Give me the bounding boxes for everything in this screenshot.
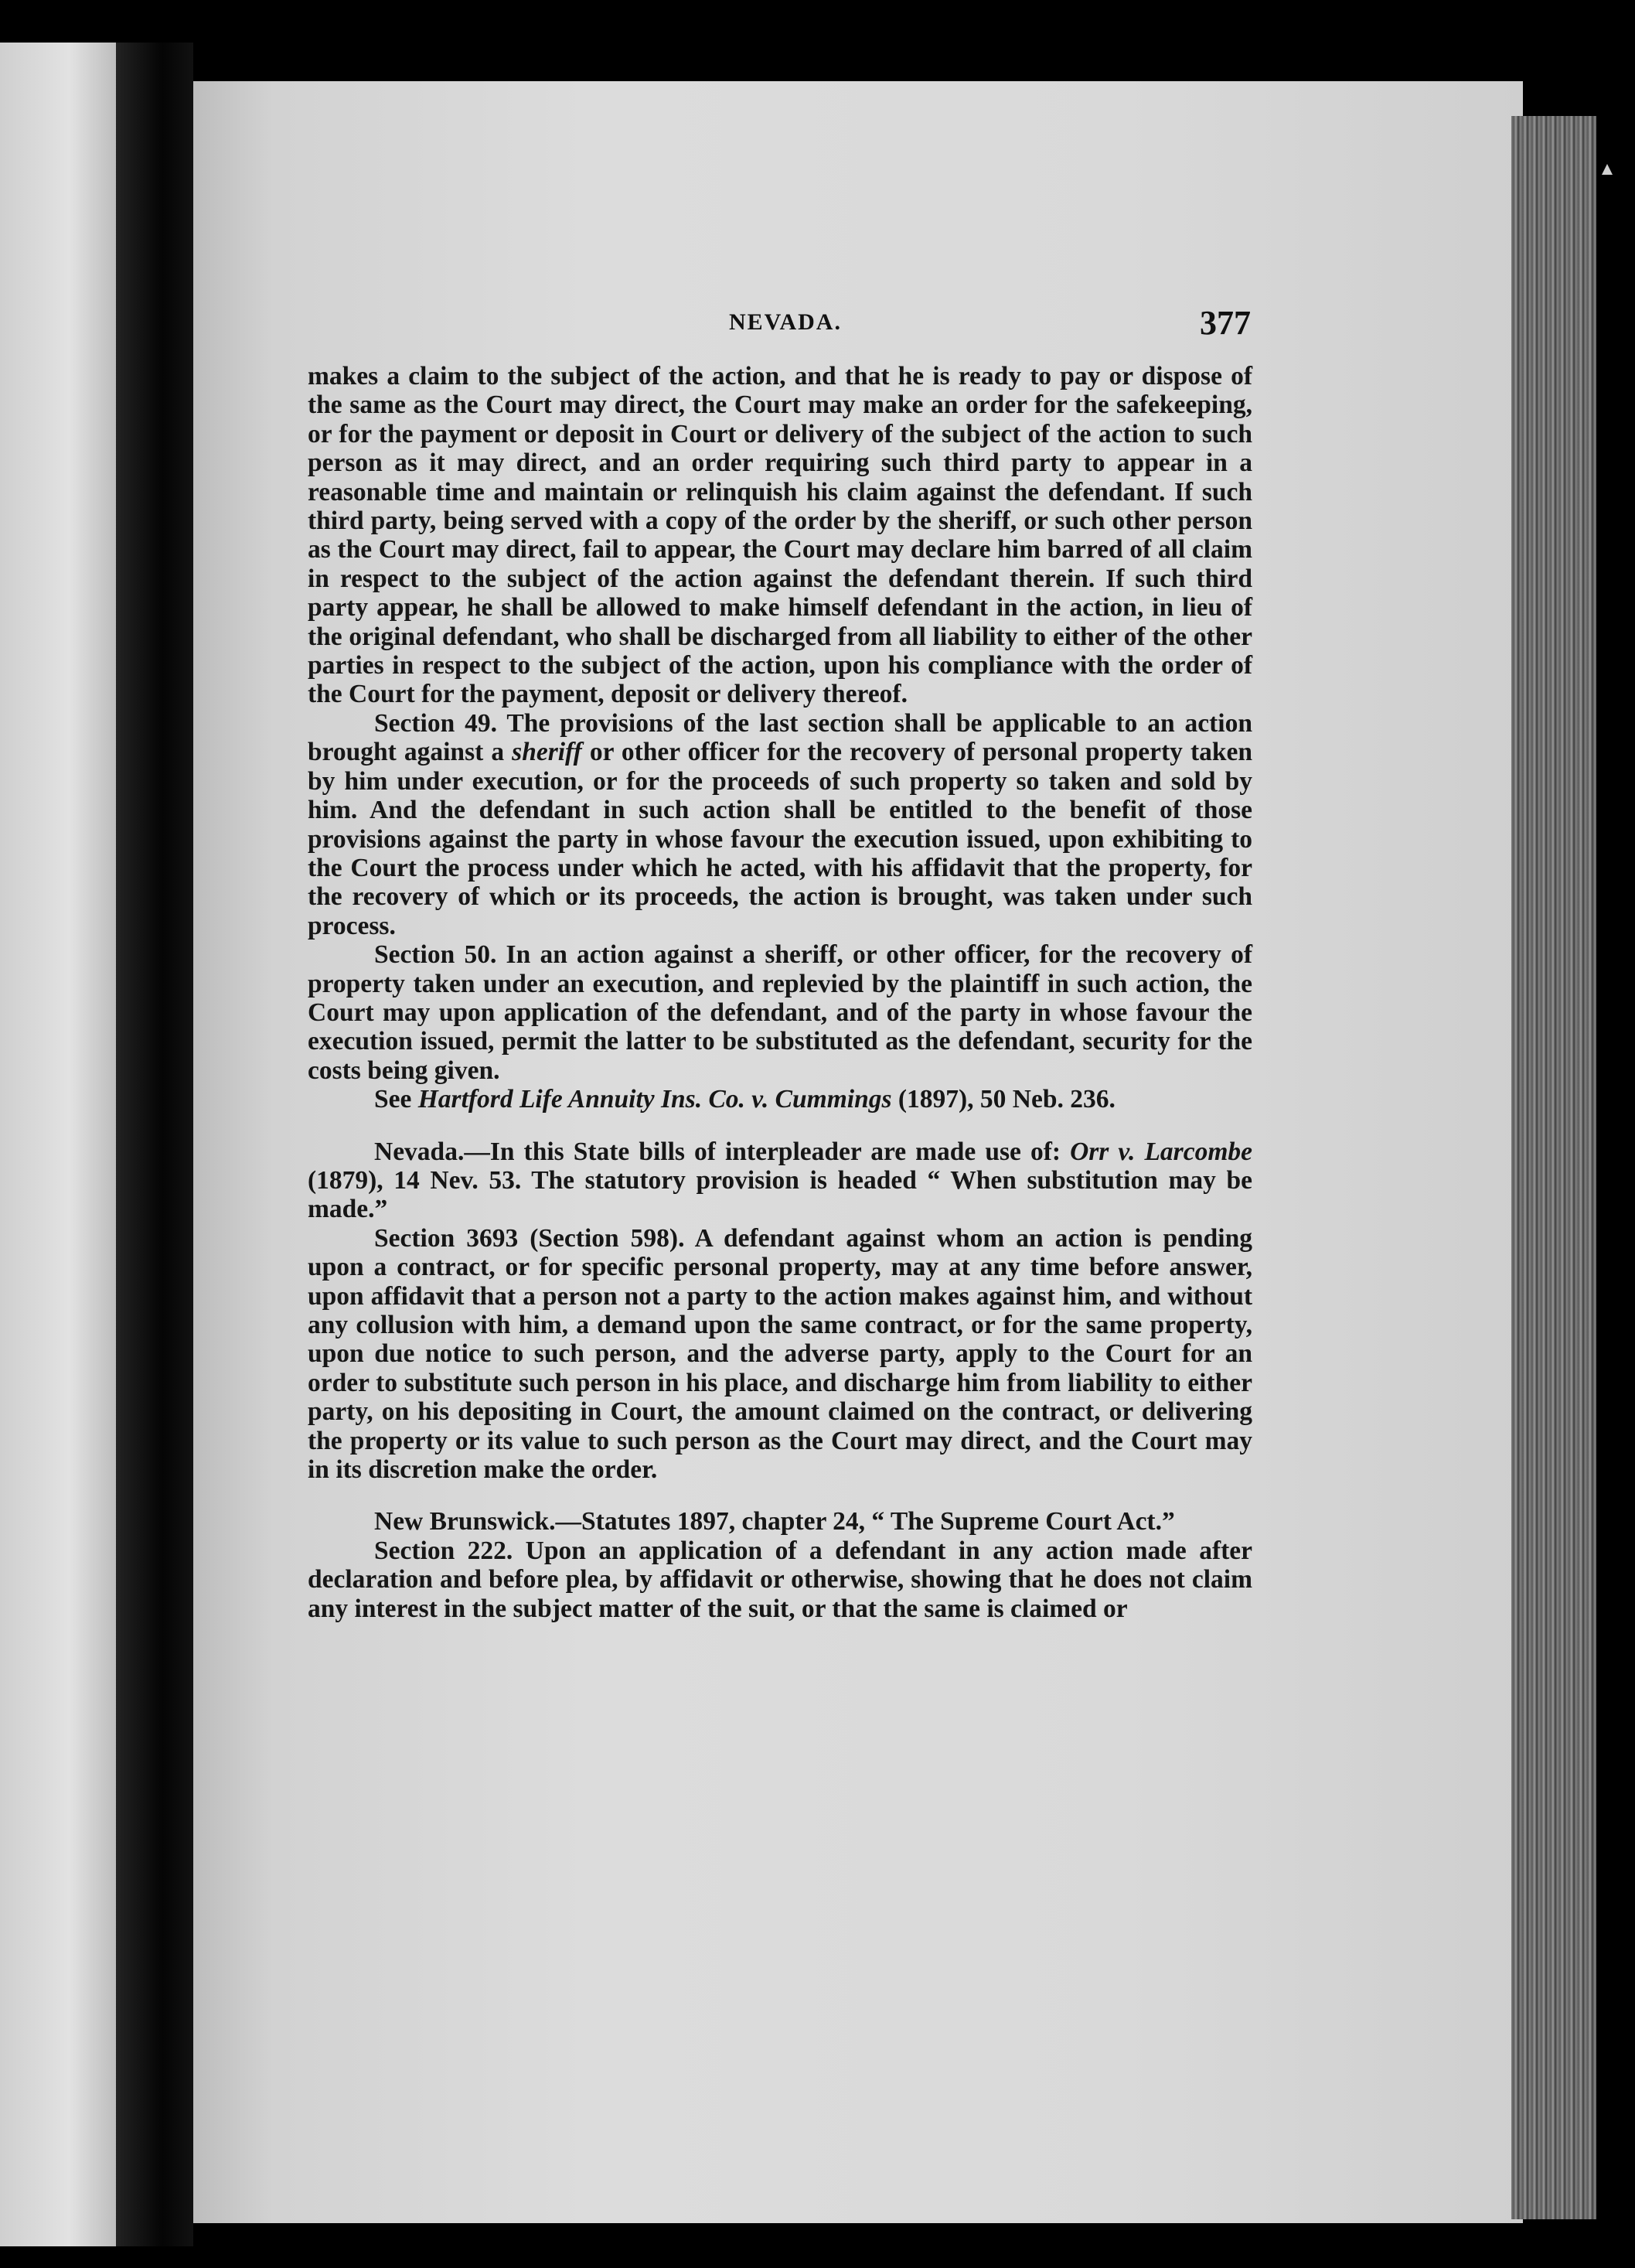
paragraph [308, 362, 1252, 709]
case-citation [308, 1085, 1252, 1114]
italic-term: sheriff [512, 738, 582, 767]
paragraph-section-3693 [308, 1224, 1252, 1485]
paragraph-section-222 [308, 1536, 1252, 1623]
paragraph-text: —Statutes 1897, chapter 24, “ The Supreme Court Act.” [555, 1507, 1175, 1536]
scan-border [1596, 0, 1635, 2268]
paragraph-text: Section 222. Upon an application of a defendant in any action made after declaration and before plea, by affidavit or otherwise, showing that he does not claim any interest in the subject matter of the suit, or that the same is claimed or [308, 1536, 1252, 1623]
paragraph-section-49 [308, 709, 1252, 940]
facing-page-edge [0, 43, 116, 2246]
section-heading: New Brunswick. [374, 1507, 556, 1536]
paragraph-new-brunswick [308, 1507, 1252, 1536]
case-name: Orr v. Larcombe [1070, 1137, 1252, 1166]
paragraph-text: (1897), 50 Neb. 236. [891, 1085, 1116, 1114]
paragraph-section-50 [308, 940, 1252, 1085]
case-name: Hartford Life Annuity Ins. Co. v. Cummings [417, 1085, 892, 1114]
page-stack-edge [1511, 116, 1596, 2219]
body-text [308, 362, 1252, 1623]
page-number: 377 [1200, 304, 1251, 342]
page-title: NEVADA. [729, 309, 842, 335]
paragraph-text: (1879), 14 Nev. 53. The statutory provision is headed “ When substitution may be made.” [308, 1165, 1252, 1224]
book-gutter [116, 43, 193, 2246]
paragraph-text: Section 49. The provisions of the last section shall be applicable to an action brought against a [308, 708, 1252, 767]
paragraph-text: —In this State bills of interpleader are made use of: [464, 1137, 1071, 1166]
paragraph-text: makes a claim to the subject of the action, and that he is ready to pay or dispose of the same as the Court may direct, the Court may make an order for the safekeeping, or for the payment or deposit in Court or delivery of the subject of the action to such person as it may direct, and an order requiring such third party to appear in a reasonable time and maintain or relinquish his claim against the defendant. If such third party, being served with a copy of the order by the sheriff, or such other person as the Court may direct, fail to appear, the Court may declare him barred of all claim in respect to the subject of the action against the defendant therein. If such third party appear, he shall be allowed to make himself defendant in the action, in lieu of the original defendant, who shall be discharged from all liability to either of the other parties in respect to the subject of the action, upon his compliance with the order of the Court for the payment, deposit or delivery thereof. [308, 362, 1252, 709]
section-heading: Nevada. [374, 1137, 465, 1166]
paragraph-text: or other officer for the recovery of personal property taken by him under execution, or for the proceeds of such property so taken and sold by him. And the defendant in such action shall be entitled to the benefit of those provisions against the party in whose favour the execution issued, upon exhibiting to the Court the process under which he acted, with his affidavit that the property, for the recovery of which or its proceeds, the action is brought, was taken under such process. [308, 738, 1252, 940]
triangle-marker-icon [1602, 164, 1613, 175]
running-head [309, 303, 1251, 350]
paragraph-text: See [374, 1085, 418, 1114]
paragraph-nevada [308, 1137, 1252, 1224]
paragraph-text: Section 3693 (Section 598). A defendant against whom an action is pending upon a contract, or for specific personal property, may at any time before answer, upon affidavit that a person not a party to the action makes against him, and without any collusion with him, a demand upon the same contract, or for the same property, upon due notice to such person, and the adverse party, apply to the Court for an order to substitute such person in his place, and discharge him from liability to either party, on his depositing in Court, the amount claimed on the contract, or delivering the property or its value to such person as the Court may direct, and the Court may in its discretion make the order. [308, 1223, 1252, 1485]
paragraph-text: Section 50. In an action against a sheriff, or other officer, for the recovery of property taken under an execution, and replevied by the plaintiff in such action, the Court may upon application of the defendant, and of the party in whose favour the execution issued, permit the latter to be substituted as the defendant, security for the costs being given. [308, 940, 1252, 1085]
